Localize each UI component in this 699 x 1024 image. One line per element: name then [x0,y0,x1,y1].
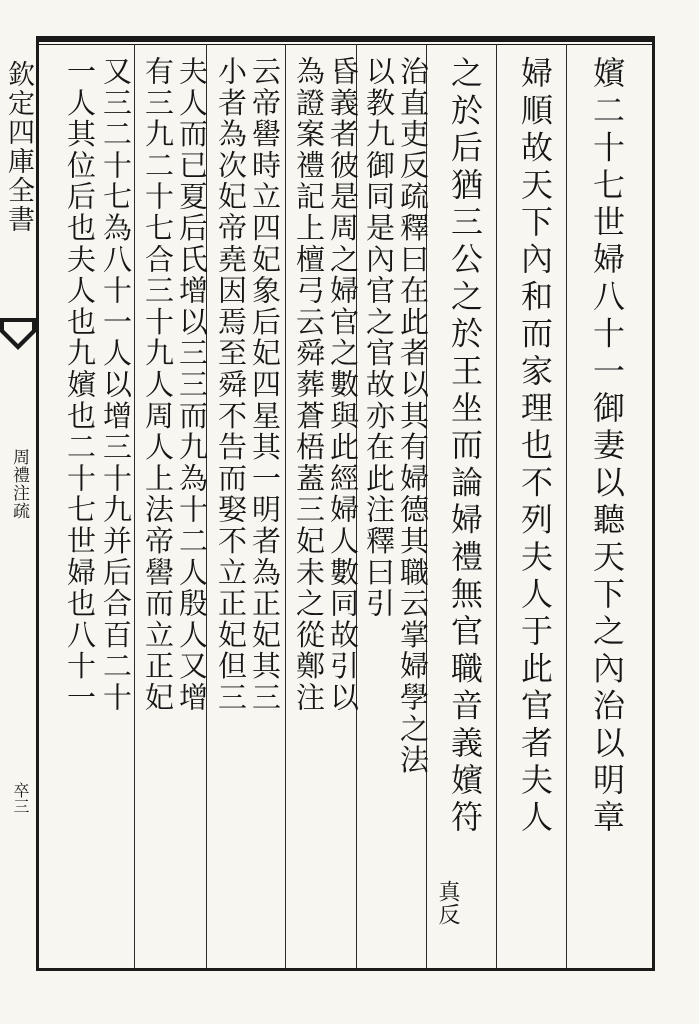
margin-section-title: 周禮注疏 [9,448,29,520]
text-column-3: 之於后猶三公之於王坐而論婦禮無官職音義嬪符 [446,56,484,838]
text-column-12: 又三二十七為八十一人以增三十九并后合百二十 [99,56,133,714]
margin-book-title: 欽定四庫全書 [3,60,34,234]
margin-page-number: 卒三 [11,782,30,814]
bottom-border [36,968,654,971]
text-column-3-annotation: 真反 [435,880,460,926]
column-rule [566,44,567,968]
text-column-4: 治直吏反疏釋曰在此者以其有婦德其職云掌婦學之法 [396,56,430,776]
text-column-2: 婦順故天下內和而家理也不列夫人于此官者夫人 [516,56,554,838]
text-column-1: 嬪二十七世婦八十一御妻以聽天下之內治以明章 [588,56,626,838]
text-column-5: 以教九御同是內官之官故亦在此注釋曰引 [362,56,396,620]
right-border [652,36,655,971]
text-column-8: 云帝嚳時立四妃象后妃四星其一明者為正妃其三 [248,56,282,714]
top-border-thin [36,44,654,45]
text-column-9: 小者為次妃帝堯因焉至舜不告而娶不立正妃但三 [214,56,248,714]
text-column-10: 夫人而已夏后氏增以三三而九為十二人殷人又增 [175,56,209,714]
left-border [36,36,39,971]
column-rule [496,44,497,968]
text-column-6: 昏義者彼是周之婦官之數與此經婦人數同故引以 [326,56,360,714]
text-column-13: 一人其位后也夫人也九嬪也二十七世婦也八十一 [63,56,97,714]
text-column-11: 有三九二十七合三十九人周人上法帝嚳而立正妃 [141,56,175,714]
top-border-thick [36,36,654,42]
text-column-7: 為證案禮記上檀弓云舜葬蒼梧蓋三妃未之從鄭注 [292,56,326,714]
fish-tail-mark-icon [0,312,36,356]
